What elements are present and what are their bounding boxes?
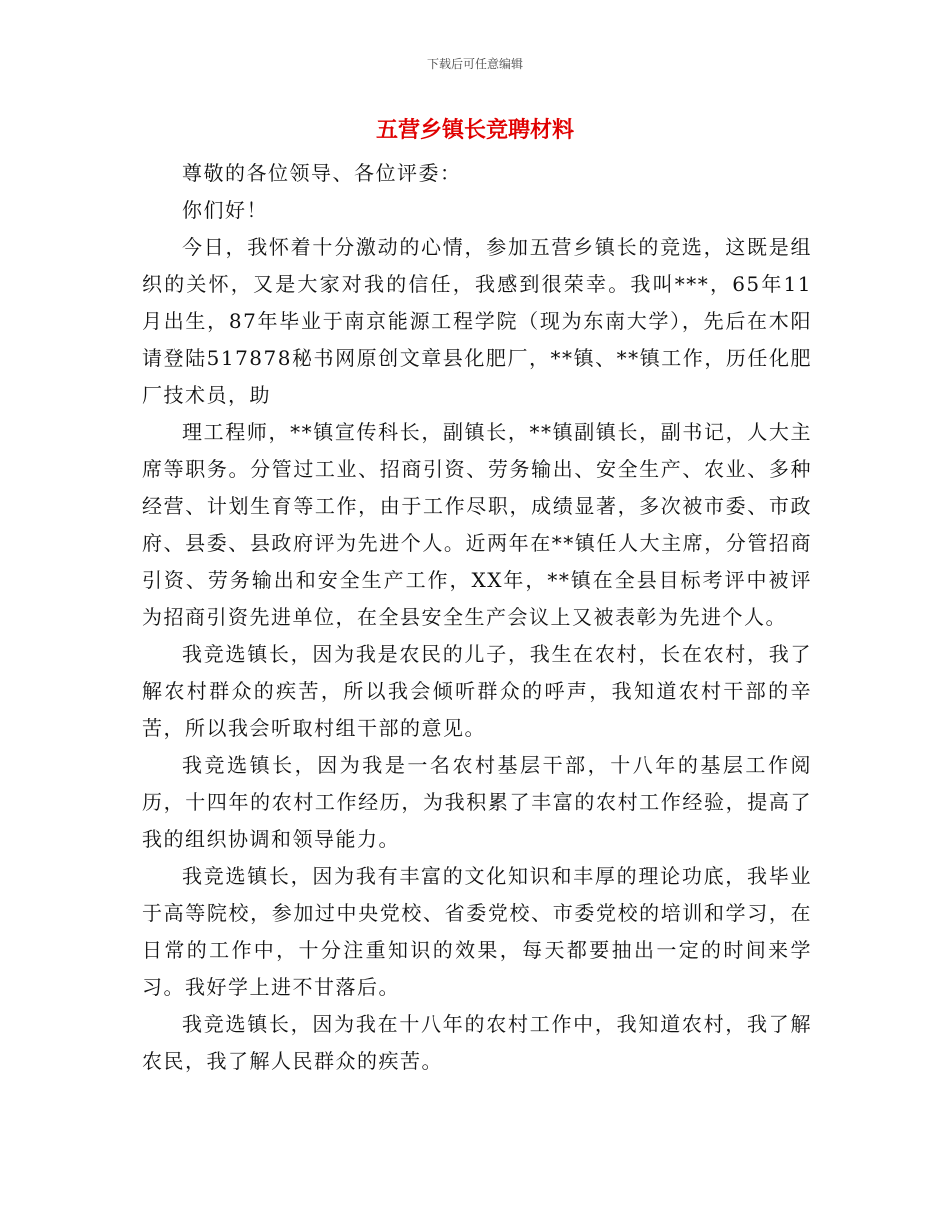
header-note: 下载后可任意编辑 — [426, 57, 523, 71]
reason-paragraph-3: 我竞选镇长，因为我有丰富的文化知识和丰厚的理论功底，我毕业于高等院校，参加过中央党校、省委党校、市委党校的培训和学习，在日常的工作中，十分注重知识的效果，每天都要抽出一定的时间来学习。我好学上进不甘落后。 — [142, 864, 812, 999]
salutation-paragraph: 尊敬的各位领导、各位评委： — [182, 161, 462, 185]
reason-paragraph-4: 我竞选镇长，因为我在十八年的农村工作中，我知道农村，我了解农民，我了解人民群众的疾苦。 — [142, 1012, 812, 1073]
document-body — [142, 155, 812, 1080]
reason-paragraph-2: 我竞选镇长，因为我是一名农村基层干部，十八年的基层工作阅历，十四年的农村工作经历，为我积累了丰富的农村工作经验，提高了我的组织协调和领导能力。 — [142, 753, 812, 851]
career-paragraph: 理工程师，**镇宣传科长，副镇长，**镇副镇长，副书记，人大主席等职务。分管过工业、招商引资、劳务输出、安全生产、农业、多种经营、计划生育等工作，由于工作尽职，成绩显著，多次被市委、市政府、县委、县政府评为先进个人。近两年在**镇任人大主席，分管招商引资、劳务输出和安全生产工作，XX年，**镇在全县目标考评中被评为招商引资先进单位，在全县安全生产会议上又被表彰为先进个人。 — [142, 420, 812, 629]
reason-paragraph-1: 我竞选镇长，因为我是农民的儿子，我生在农村，长在农村，我了解农村群众的疾苦，所以我会倾听群众的呼声，我知道农村干部的辛苦，所以我会听取村组干部的意见。 — [142, 642, 812, 740]
greeting-paragraph: 你们好！ — [182, 198, 268, 222]
intro-paragraph: 今日，我怀着十分激动的心情，参加五营乡镇长的竞选，这既是组织的关怀，又是大家对我的信任，我感到很荣幸。我叫***，65年11月出生，87年毕业于南京能源工程学院（现为东南大学），先后在木阳请登陆517878秘书网原创文章县化肥厂，**镇、**镇工作，历任化肥厂技术员，助 — [142, 235, 812, 407]
document-title: 五营乡镇长竞聘材料 — [375, 118, 574, 143]
